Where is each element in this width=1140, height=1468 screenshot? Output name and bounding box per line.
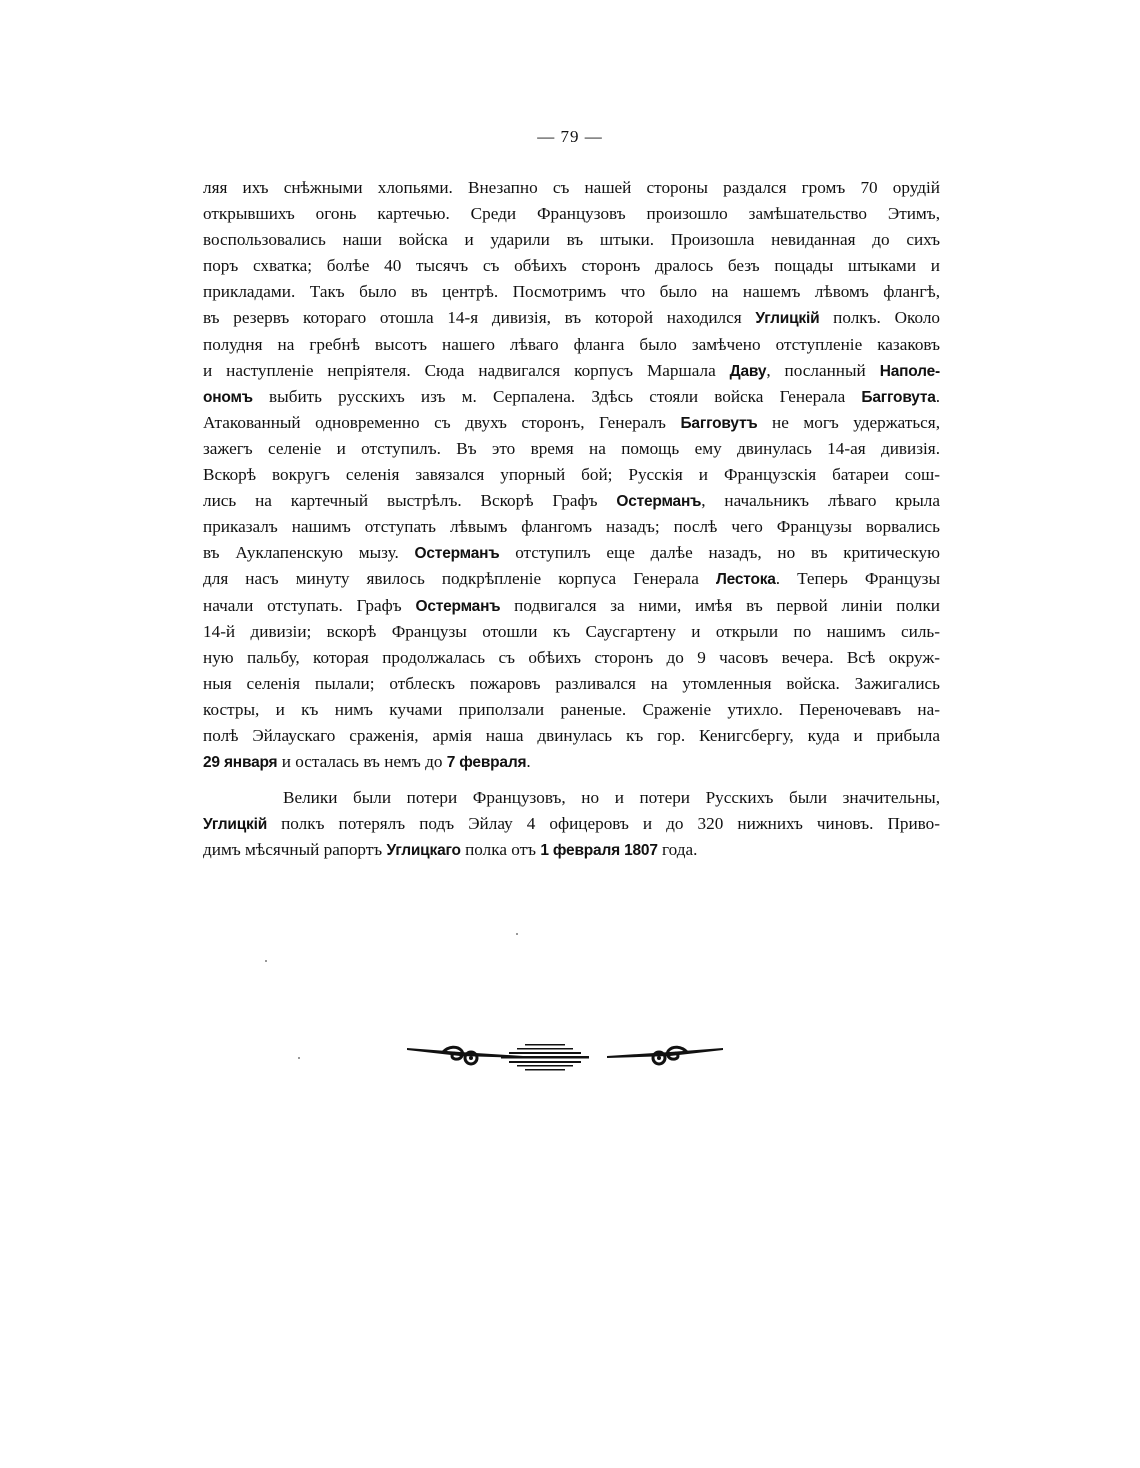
paragraph-2	[203, 785, 940, 863]
text-run: года.	[657, 840, 698, 860]
text-line	[203, 305, 940, 331]
text-line	[203, 332, 940, 358]
bold-name: 29 января	[203, 754, 278, 772]
text-line	[203, 175, 940, 201]
bold-name: Углицкаго	[386, 842, 461, 860]
text-line	[203, 227, 940, 253]
text-run: и осталась въ немъ до	[277, 752, 447, 772]
text-run: димъ мѣсячный рапортъ	[203, 840, 387, 860]
text-line	[203, 749, 940, 775]
body-text	[203, 175, 940, 863]
text-line	[203, 540, 940, 566]
text-run: и наступленіе непріятеля. Сюда надвигался корпусъ Маршала	[203, 360, 730, 380]
text-run: приказалъ нашимъ отступать лѣвымъ флангомъ назадъ; послѣ чего Французы ворвались	[203, 517, 940, 537]
text-line	[203, 410, 940, 436]
bold-name: Углицкій	[203, 816, 268, 834]
bold-name: Остерманъ	[415, 597, 501, 615]
text-line	[203, 514, 940, 540]
text-line	[203, 566, 940, 592]
text-run: лись на картечный выстрѣлъ. Вскорѣ Графъ	[203, 491, 617, 511]
bold-name: Лестока	[715, 571, 776, 589]
text-run: подвигался за ними, имѣя въ первой линіи полки	[500, 595, 940, 615]
scan-speck	[298, 1057, 300, 1059]
bold-name: 1 февраля 1807	[540, 842, 658, 860]
text-line	[203, 619, 940, 645]
text-run: полудня на гребнѣ высотъ нашего лѣваго фланга было замѣчено отступленіе казаковъ	[203, 334, 940, 354]
text-line	[203, 811, 940, 837]
text-run: .	[935, 386, 940, 406]
text-line	[203, 697, 940, 723]
text-run: не могъ удержаться,	[757, 412, 941, 432]
paragraph-1	[203, 175, 940, 775]
text-run: для насъ минуту явилось подкрѣпленіе корпуса Генерала	[203, 569, 716, 589]
text-line	[203, 201, 940, 227]
text-line	[203, 645, 940, 671]
bold-name: Остерманъ	[616, 493, 702, 511]
text-run: ляя ихъ снѣжными хлопьями. Внезапно съ нашей стороны раздался громъ 70 орудій	[203, 178, 940, 197]
text-run: ныя селенія пылали; отблескъ пожаровъ разливался на утомленныя войска. Зажигались	[203, 673, 940, 693]
bold-name: Наполе-	[879, 362, 940, 380]
text-line	[203, 488, 940, 514]
text-run: зажегъ селеніе и отступилъ. Въ это время на помощь ему двинулась 14-ая дивизія.	[203, 438, 940, 458]
decorative-divider-ornament	[405, 1038, 725, 1074]
text-run: въ резервъ котораго отошла 14-я дивизія, въ которой находился	[203, 308, 756, 328]
text-run: прикладами. Такъ было въ центрѣ. Посмотримъ что было на нашемъ лѣвомъ флангѣ,	[203, 282, 940, 302]
text-line	[203, 384, 940, 410]
text-line	[203, 837, 940, 863]
text-run: ную пальбу, которая продолжалась съ обѣихъ сторонъ до 9 часовъ вечера. Всѣ окруж-	[203, 647, 940, 667]
text-line	[203, 436, 940, 462]
bold-name: Багговутъ	[680, 414, 758, 432]
scan-speck	[516, 933, 518, 935]
text-line	[203, 279, 940, 305]
text-run: открывшихъ огонь картечью. Среди Французовъ произошло замѣшательство Этимъ,	[203, 204, 940, 224]
bold-name: Багговута	[861, 388, 936, 406]
text-line	[203, 785, 940, 811]
text-run: полкъ. Около	[819, 308, 940, 328]
text-line	[203, 593, 940, 619]
text-run: Атакованный одновременно съ двухъ сторонъ, Генералъ	[203, 412, 681, 432]
text-run: , посланный	[766, 360, 880, 380]
text-run: полкъ потерялъ подъ Эйлау 4 офицеровъ и до 320 нижнихъ чиновъ. Приво-	[267, 814, 940, 834]
text-run: въ Ауклапенскую мызу.	[203, 543, 415, 563]
text-run: Велики были потери Французовъ, но и потери Русскихъ были значительны,	[283, 788, 940, 808]
text-line	[203, 671, 940, 697]
scan-speck	[265, 960, 267, 962]
text-run: , начальникъ лѣваго крыла	[701, 491, 940, 511]
text-run: полка отъ	[460, 840, 541, 860]
bold-name: Углицкій	[755, 310, 820, 328]
text-run: отступилъ еще далѣе назадъ, но въ критическую	[499, 543, 940, 563]
page-number: — 79 —	[537, 127, 603, 146]
text-run: .	[526, 752, 531, 772]
text-run: начали отступать. Графъ	[203, 595, 416, 615]
text-run: костры, и къ нимъ кучами приползали раненые. Сраженіе утихло. Переночевавъ на-	[203, 699, 940, 719]
text-line	[203, 358, 940, 384]
text-run: 14-й дивизіи; вскорѣ Французы отошли къ Саусгартену и открыли по нашимъ силь-	[203, 621, 940, 641]
text-run: . Теперь Французы	[775, 569, 941, 589]
text-line	[203, 462, 940, 488]
text-run: воспользовались наши войска и ударили въ штыки. Произошла невиданная до сихъ	[203, 230, 940, 250]
text-run: Вскорѣ вокругъ селенія завязался упорный бой; Русскія и Французскія батареи сош-	[203, 465, 940, 485]
bold-name: ономъ	[203, 388, 253, 406]
text-line	[203, 253, 940, 279]
text-line	[203, 723, 940, 749]
bold-name: Даву	[729, 362, 767, 380]
text-run: поръ схватка; болѣе 40 тысячъ съ обѣихъ сторонъ дралось безъ пощады штыками и	[203, 256, 940, 276]
text-run: выбить русскихъ изъ м. Серпалена. Здѣсь стояли войска Генерала	[252, 386, 862, 406]
bold-name: Остерманъ	[414, 545, 500, 563]
bold-name: 7 февраля	[446, 754, 527, 772]
text-run: полѣ Эйлаускаго сраженія, армія наша двинулась къ гор. Кенигсбергу, куда и прибыла	[203, 725, 940, 745]
